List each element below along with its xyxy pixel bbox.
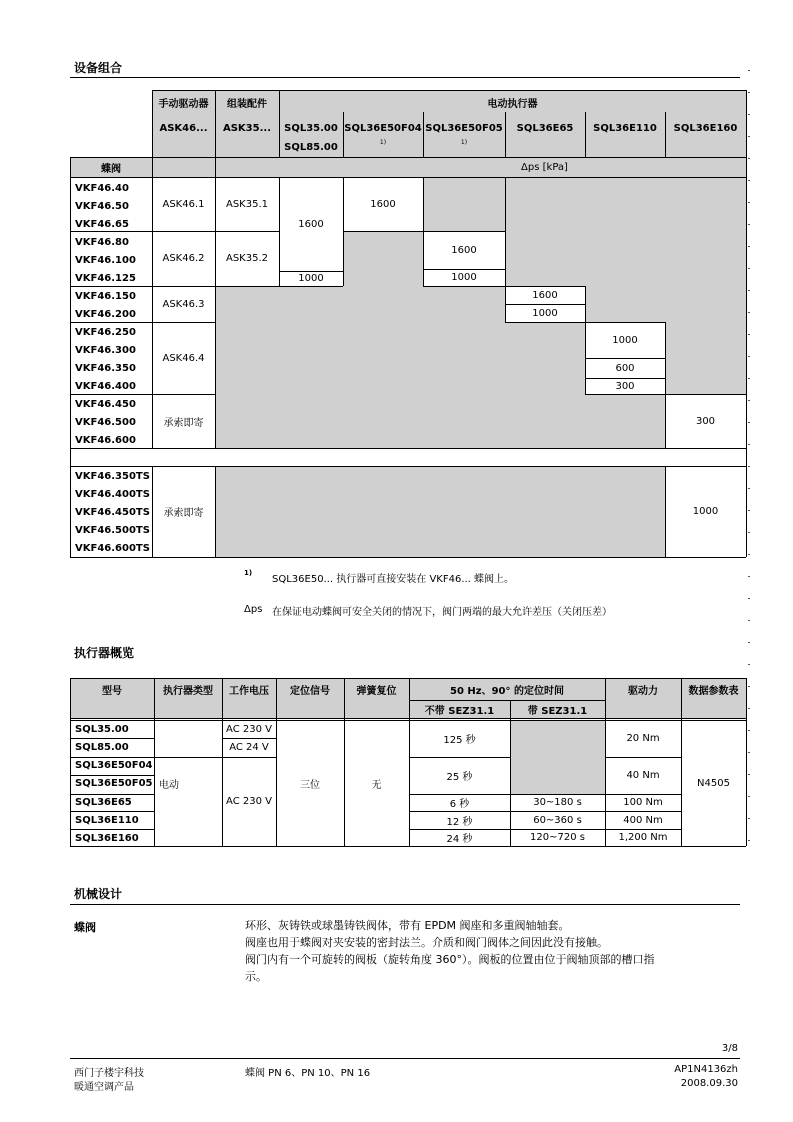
dp-value: 300: [695, 415, 716, 427]
time-without: 24 秒: [446, 834, 473, 845]
dp-value: 1600: [451, 244, 477, 256]
footer-company-2: 暖通空调产品: [74, 1082, 134, 1093]
footnote-mark: 1): [379, 138, 387, 146]
footer-company-1: 西门子楼宇科技: [74, 1068, 144, 1079]
footer-date: 2008.09.30: [680, 1078, 738, 1089]
valve-row: VKF46.350: [75, 362, 136, 374]
footnote-2-mark: Δps: [244, 604, 263, 615]
valve-row: VKF46.600TS: [75, 542, 150, 554]
actuator-type: 电动: [159, 779, 179, 791]
valve-row: VKF46.500: [75, 416, 136, 428]
time-with: 120~720 s: [530, 832, 585, 843]
time-with: 30~180 s: [533, 797, 582, 808]
header-type: 执行器类型: [163, 685, 213, 697]
time-without: 125 秒: [443, 735, 476, 746]
dp-value: 1000: [451, 272, 477, 283]
voltage-value: AC 230 V: [226, 796, 272, 807]
mechanical-line: 阀座也用于蝶阀对夹安装的密封法兰。介质和阀门阀体之间因此没有接触。: [245, 936, 608, 949]
valve-row: VKF46.400: [75, 380, 136, 392]
valve-row: VKF46.150: [75, 290, 136, 302]
valve-row: VKF46.300: [75, 344, 136, 356]
col-e160: SQL36E160: [673, 122, 738, 134]
valve-row: VKF46.500TS: [75, 524, 150, 536]
force-value: 100 Nm: [623, 797, 663, 808]
subheader-without: 不带 SEZ31.1: [424, 705, 495, 717]
ask46-value: ASK46.2: [162, 253, 205, 264]
dp-value: 1600: [370, 198, 396, 210]
force-value: 20 Nm: [626, 733, 660, 744]
footnote-1-mark: 1): [244, 569, 253, 577]
mechanical-line: 阀门内有一个可旋转的阀板（旋转角度 360°）。阀板的位置由位于阀轴顶部的槽口指: [245, 953, 655, 966]
force-value: 1,200 Nm: [618, 832, 668, 843]
dp-value: 300: [615, 380, 635, 392]
valve-row: VKF46.250: [75, 326, 136, 338]
ask46-value: ASK46.3: [162, 298, 205, 310]
valve-row: VKF46.450TS: [75, 506, 150, 518]
valve-row: VKF46.600: [75, 434, 136, 446]
col-f04: SQL36E50F04: [344, 122, 422, 134]
dp-value: 1000: [532, 307, 558, 319]
time-without: 12 秒: [446, 816, 473, 828]
footnote-1: SQL36E50... 执行器可直接安装在 VKF46... 蝶阀上。: [272, 574, 515, 585]
header-voltage: 工作电压: [229, 685, 269, 697]
model-row: SQL36E50F05: [75, 778, 153, 789]
subheader-with: 带 SEZ31.1: [527, 705, 588, 717]
footnote-mark: 1): [460, 138, 468, 146]
dp-value: 1600: [532, 289, 558, 301]
ask46-value: ASK46.4: [162, 352, 205, 364]
valve-row: VKF46.40: [75, 182, 129, 194]
ask46-value: 承索即寄: [163, 417, 204, 429]
header-assembly: 组装配件: [227, 98, 267, 110]
col-ask35: ASK35...: [222, 122, 271, 134]
model-row: SQL36E160: [75, 833, 139, 844]
header-signal: 定位信号: [290, 685, 330, 697]
valve-row: VKF46.350TS: [75, 470, 150, 482]
force-value: 40 Nm: [626, 770, 660, 781]
col-f05: SQL36E50F05: [425, 122, 503, 134]
section-title-overview: 执行器概览: [74, 646, 135, 660]
force-value: 400 Nm: [623, 814, 663, 826]
valve-row: VKF46.125: [75, 272, 136, 284]
header-time: 50 Hz、90° 的定位时间: [450, 685, 564, 697]
dp-value: 600: [615, 362, 635, 374]
mechanical-line: 示。: [245, 970, 267, 983]
model-row: SQL36E65: [75, 797, 132, 808]
dp-value: 1000: [612, 334, 638, 346]
valve-row: VKF46.100: [75, 254, 136, 266]
section-rule: [70, 904, 740, 905]
col-e110: SQL36E110: [593, 122, 657, 134]
voltage-value: AC 230 V: [226, 723, 272, 735]
footer-rule: [70, 1058, 740, 1059]
dp-value: 1000: [298, 273, 324, 284]
valve-row: VKF46.450: [75, 398, 136, 410]
valve-row: VKF46.200: [75, 308, 136, 320]
valve-row: VKF46.400TS: [75, 488, 150, 500]
mechanical-line: 环形、灰铸铁或球墨铸铁阀体，带有 EPDM 阀座和多重阀轴轴套。: [245, 919, 570, 932]
section-rule: [70, 77, 740, 78]
header-manual: 手动驱动器: [158, 98, 209, 110]
footer-product: 蝶阀 PN 6、PN 10、PN 16: [245, 1068, 371, 1079]
signal-value: 三位: [300, 779, 320, 791]
col-sql35: SQL35.00: [284, 122, 338, 134]
ask46-value: ASK46.1: [162, 198, 205, 210]
datasheet-value: N4505: [697, 777, 730, 789]
spring-value: 无: [371, 779, 382, 791]
dp-value: 1600: [298, 218, 324, 230]
time-with: 60~360 s: [533, 814, 582, 826]
mechanical-label: 蝶阀: [74, 921, 96, 934]
col-sql85: SQL85.00: [284, 141, 338, 153]
model-row: SQL36E110: [75, 815, 139, 826]
col-ask46: ASK46...: [159, 122, 208, 134]
section-title-mechanical: 机械设计: [74, 887, 123, 901]
valve-row: VKF46.80: [75, 236, 129, 248]
section-title-combination: 设备组合: [74, 61, 123, 75]
footnote-2: 在保证电动蝶阀可安全关闭的情况下，阀门两端的最大允许差压（关闭压差）: [272, 607, 612, 618]
header-model: 型号: [102, 685, 122, 697]
time-without: 6 秒: [449, 799, 470, 810]
model-row: SQL35.00: [75, 724, 129, 735]
header-force: 驱动力: [628, 685, 658, 697]
valve-row: VKF46.65: [75, 218, 129, 230]
header-electric: 电动执行器: [487, 98, 538, 110]
model-row: SQL36E50F04: [75, 760, 153, 771]
dp-label: Δps [kPa]: [521, 161, 568, 173]
ask35-value: ASK35.2: [225, 253, 268, 264]
dp-value: 1000: [692, 506, 719, 517]
header-datasheet: 数据参数表: [688, 685, 739, 697]
label-valve: 蝶阀: [101, 163, 121, 175]
ask46-value: 承索即寄: [163, 508, 204, 519]
col-e65: SQL36E65: [516, 122, 574, 134]
voltage-value: AC 24 V: [229, 742, 269, 753]
time-without: 25 秒: [446, 772, 473, 783]
ask35-value: ASK35.1: [225, 198, 268, 210]
header-spring: 弹簧复位: [356, 685, 397, 697]
model-row: SQL85.00: [75, 742, 129, 753]
valve-row: VKF46.50: [75, 200, 129, 212]
footer-doc-number: AP1N4136zh: [674, 1064, 738, 1075]
page-number: 3/8: [721, 1043, 738, 1054]
